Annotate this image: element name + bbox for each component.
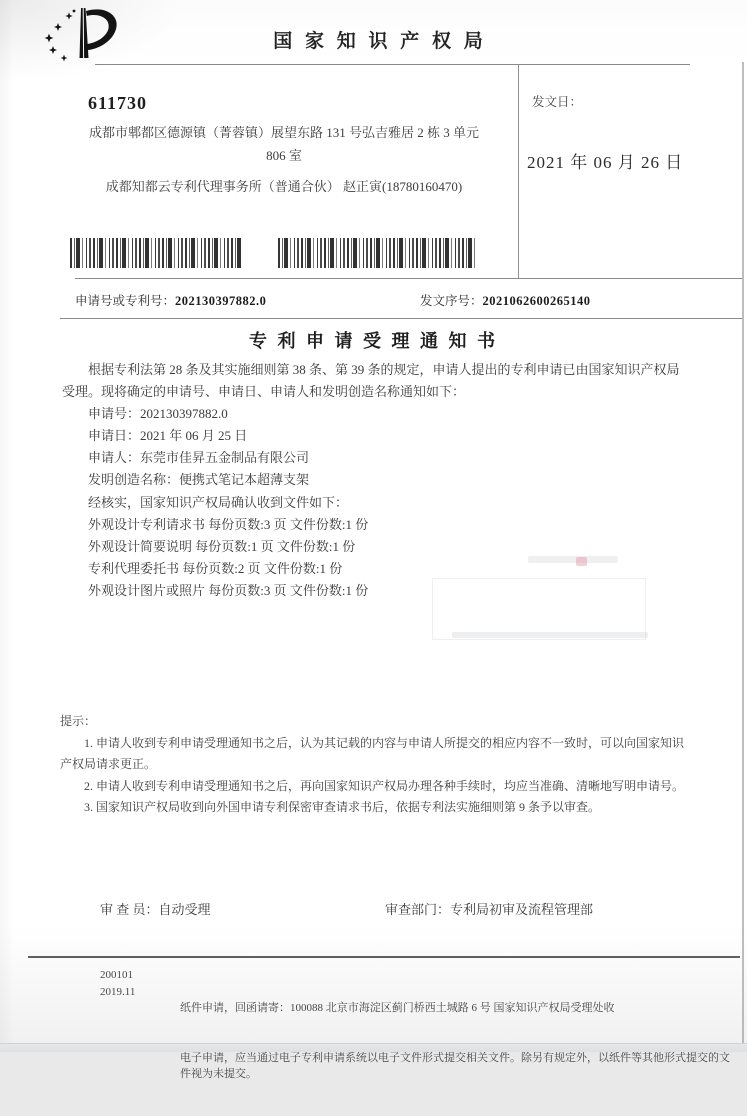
hint-item-3: 3. 国家知识产权局收到向外国申请专利保密审查请求书后，依据专利法实施细则第 9 条予以审查。 — [84, 800, 601, 815]
ghost-bleedthrough-bar — [452, 632, 648, 638]
hint-item-2: 2. 申请人收到专利申请受理通知书之后，再向国家知识产权局办理各种手续时，均应当准确、清晰地写明申请号。 — [84, 778, 685, 793]
department-row — [385, 899, 593, 918]
field-value: 便携式笔记本超薄支架 — [179, 472, 310, 488]
field-value: 东莞市佳昇五金制品有限公司 — [140, 450, 310, 466]
form-date: 2019.11 — [100, 985, 136, 998]
header-rule — [95, 64, 690, 65]
scan-bottom-strip — [0, 1043, 747, 1052]
application-number-label: 申请号或专利号： — [75, 294, 176, 308]
notice-body — [62, 359, 680, 602]
field-filing-date — [88, 425, 680, 447]
received-doc-item: 专利代理委托书 每份页数:2 页 文件份数:1 份 — [88, 560, 343, 576]
footer-notes — [180, 967, 740, 1116]
field-applicant — [88, 447, 680, 469]
confirm-line: 经核实，国家知识产权局确认收到文件如下： — [88, 494, 349, 510]
application-number-row — [75, 291, 266, 309]
serial-number-row — [420, 291, 591, 309]
examiner-value: 自动受理 — [158, 902, 211, 917]
cnipa-logo-icon — [36, 7, 124, 63]
agency-title: 国 家 知 识 产 权 局 — [273, 31, 487, 52]
field-label: 申请人： — [88, 450, 141, 466]
issue-date-label: 发文日： — [532, 95, 583, 109]
issue-date-value: 2021 年 06 月 26 日 — [527, 153, 684, 172]
received-doc-item: 外观设计专利请求书 每份页数:3 页 文件份数:1 份 — [88, 516, 369, 532]
issue-box-left-border — [518, 64, 519, 278]
application-number-value: 202130397882.0 — [175, 294, 267, 308]
hint-item-1: 1. 申请人收到专利申请受理通知书之后，认为其记载的内容与申请人所提交的相应内容不一致时，可以向国家知识产权局请求更正。 — [60, 735, 685, 772]
intro-paragraph: 根据专利法第 28 条及其实施细则第 38 条、第 39 条的规定，申请人提出的专利申请已由国家知识产权局受理。现将确定的申请号、申请日、申请人和发明创造名称通知如下： — [62, 362, 680, 400]
meta-divider-rule — [60, 318, 742, 319]
serial-number-value: 2021062600265140 — [482, 294, 591, 308]
notice-title: 专 利 申 请 受 理 通 知 书 — [249, 331, 498, 351]
field-label: 申请号： — [88, 406, 141, 422]
barcode-serial — [278, 238, 478, 268]
serial-number-label: 发文序号： — [420, 294, 483, 308]
received-doc-item: 外观设计简要说明 每份页数:1 页 文件份数:1 份 — [88, 538, 356, 554]
barcode-divider-rule — [75, 278, 742, 279]
hints-section — [60, 711, 684, 819]
examiner-label: 审 查 员： — [100, 902, 159, 917]
field-label: 发明创造名称： — [88, 472, 180, 488]
field-label: 申请日： — [88, 428, 141, 444]
received-doc-item: 外观设计图片或照片 每份页数:3 页 文件份数:1 份 — [88, 582, 369, 598]
field-invention-title — [88, 469, 680, 491]
recipient-address-block — [58, 122, 510, 198]
footer-note-paper: 纸件申请，回函请寄：100088 北京市海淀区蓟门桥西土城路 6 号 国家知识产权局受理处收 — [180, 1002, 615, 1014]
recipient-address-line1: 成都市郫都区德源镇（菁蓉镇）展望东路 131 号弘吉雅居 2 栋 3 单元 — [88, 125, 479, 140]
department-label: 审查部门： — [385, 902, 451, 917]
form-code-block — [100, 967, 135, 1000]
examiner-row — [100, 899, 211, 918]
footer-rule — [28, 956, 740, 958]
scan-page-edge — [742, 62, 744, 1047]
barcode-application — [70, 238, 243, 268]
form-code: 200101 — [100, 969, 133, 981]
recipient-postcode: 611730 — [88, 93, 148, 113]
field-value: 202130397882.0 — [140, 406, 228, 422]
recipient-agent-line: 成都知都云专利代理事务所（普通合伙） 赵正寅(18780160470) — [105, 178, 463, 194]
field-value: 2021 年 06 月 25 日 — [140, 428, 248, 444]
cnipa-logo-svg — [36, 7, 124, 63]
hints-label: 提示： — [60, 714, 97, 728]
recipient-address-line2: 806 室 — [266, 147, 302, 163]
department-value: 专利局初审及流程管理部 — [450, 902, 594, 917]
field-application-number — [88, 403, 680, 425]
footer-note-electronic: 电子申请，应当通过电子专利申请系统以电子文件形式提交相关文件。除另有规定外，以纸件等其他形式提交的文件视为未提交。 — [180, 1051, 730, 1080]
